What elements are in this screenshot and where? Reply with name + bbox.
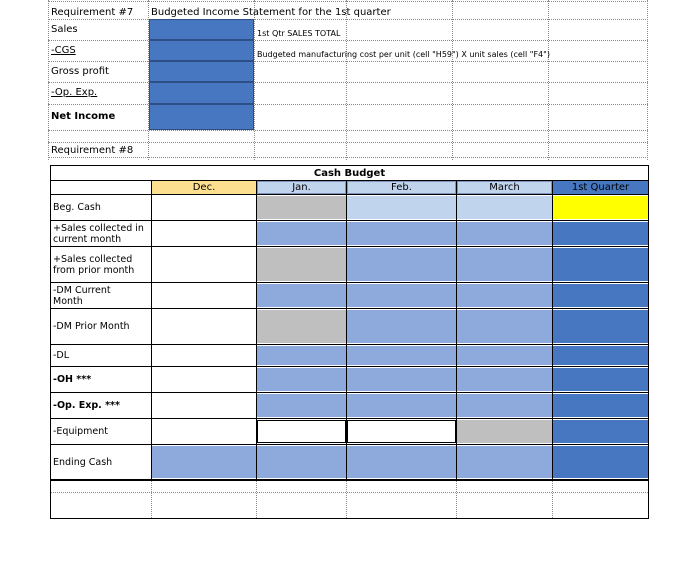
cell-dm-prior-march[interactable]: [457, 310, 552, 343]
row-label-sales-prior: +Sales collected from prior month: [53, 253, 135, 276]
cell-ending-cash-jan[interactable]: [257, 446, 346, 478]
gross-profit-input-cell[interactable]: [149, 61, 254, 82]
cell-ending-cash-quarter[interactable]: [553, 446, 648, 478]
col-divider: [256, 181, 257, 479]
gridline: [48, 1, 648, 2]
gridline: [48, 130, 648, 131]
row-label-net-income: Net Income: [51, 111, 116, 122]
cash-budget-title: Cash Budget: [313, 167, 386, 179]
net-income-input-cell[interactable]: [149, 104, 254, 130]
gridline: [346, 481, 347, 518]
gridline: [452, 0, 453, 160]
cell-oh-jan[interactable]: [257, 368, 346, 391]
gridline: [346, 0, 347, 160]
col-header-dec: Dec.: [152, 181, 256, 194]
sales-input-cell[interactable]: [149, 19, 254, 40]
row-label-dm-current: -DM Current Month: [53, 284, 111, 307]
gridline: [647, 0, 648, 160]
gridline: [48, 142, 648, 143]
cell-op-exp-quarter[interactable]: [553, 394, 648, 417]
gridline: [48, 0, 49, 160]
cell-dm-prior-feb[interactable]: [347, 310, 456, 343]
requirement-7-label: Requirement #7: [51, 7, 134, 18]
income-statement-title: Budgeted Income Statement for the 1st quarter: [151, 7, 391, 18]
gridline: [48, 40, 648, 41]
cell-dm-prior-quarter[interactable]: [553, 310, 648, 343]
cell-sales-current-march[interactable]: [457, 222, 552, 245]
col-header-march: March: [457, 181, 552, 194]
cgs-input-cell[interactable]: [149, 40, 254, 61]
cell-dm-current-jan[interactable]: [257, 284, 346, 307]
cell-sales-prior-march[interactable]: [457, 248, 552, 281]
op-exp-input-cell[interactable]: [149, 82, 254, 104]
gridline: [48, 82, 648, 83]
cell-dm-current-quarter[interactable]: [553, 284, 648, 307]
gridline: [48, 157, 648, 158]
cell-sales-current-quarter[interactable]: [553, 222, 648, 245]
cell-dl-quarter[interactable]: [553, 346, 648, 365]
gridline: [51, 492, 648, 493]
col-divider: [346, 181, 347, 479]
row-label-equipment: -Equipment: [53, 426, 108, 437]
cell-dl-feb[interactable]: [347, 346, 456, 365]
gridline: [48, 61, 648, 62]
cell-sales-prior-jan[interactable]: [257, 248, 346, 281]
cell-dl-march[interactable]: [457, 346, 552, 365]
row-label-gross-profit: Gross profit: [51, 66, 109, 77]
cell-beg-cash-march[interactable]: [457, 196, 552, 219]
row-label-beg-cash: Beg. Cash: [53, 202, 101, 213]
cell-beg-cash-feb[interactable]: [347, 196, 456, 219]
row-label-dm-prior: -DM Prior Month: [53, 321, 130, 332]
gridline: [151, 481, 152, 518]
gridline: [552, 481, 553, 518]
cell-equipment-feb[interactable]: [347, 420, 456, 443]
gridline: [456, 481, 457, 518]
cell-equipment-quarter[interactable]: [553, 420, 648, 443]
cell-sales-current-jan[interactable]: [257, 222, 346, 245]
cell-ending-cash-march[interactable]: [457, 446, 552, 478]
cell-sales-prior-quarter[interactable]: [553, 248, 648, 281]
sales-note: 1st Qtr SALES TOTAL: [257, 29, 341, 38]
gridline: [48, 19, 648, 20]
col-divider: [552, 181, 553, 479]
cell-sales-prior-feb[interactable]: [347, 248, 456, 281]
gridline: [254, 0, 255, 160]
cell-ending-cash-feb[interactable]: [347, 446, 456, 478]
cell-equipment-march[interactable]: [457, 420, 552, 443]
cell-op-exp-march[interactable]: [457, 394, 552, 417]
gridline: [548, 0, 549, 160]
gridline: [256, 481, 257, 518]
cgs-note: Budgeted manufacturing cost per unit (cell "H59") X unit sales (cell "F4"): [257, 50, 550, 59]
cell-dm-prior-jan[interactable]: [257, 310, 346, 343]
cell-beg-cash-quarter[interactable]: [553, 196, 648, 219]
row-label-ending-cash: Ending Cash: [53, 456, 113, 468]
cell-beg-cash-jan[interactable]: [257, 196, 346, 219]
row-label-sales: Sales: [51, 24, 78, 35]
row-label-op-exp-cash: -Op. Exp. ***: [53, 400, 120, 411]
cell-dm-current-march[interactable]: [457, 284, 552, 307]
col-header-1st-quarter: 1st Quarter: [553, 181, 648, 194]
requirement-8-label: Requirement #8: [51, 145, 134, 156]
cell-dl-jan[interactable]: [257, 346, 346, 365]
cell-ending-cash-dec[interactable]: [152, 446, 256, 478]
row-label-oh: -OH ***: [53, 374, 92, 385]
row-label-sales-current: +Sales collected in current month: [53, 222, 144, 245]
cell-op-exp-jan[interactable]: [257, 394, 346, 417]
cell-oh-feb[interactable]: [347, 368, 456, 391]
gridline: [48, 104, 648, 105]
row-label-dl: -DL: [53, 350, 70, 361]
col-divider: [456, 181, 457, 479]
cell-oh-march[interactable]: [457, 368, 552, 391]
cell-op-exp-feb[interactable]: [347, 394, 456, 417]
cell-equipment-jan[interactable]: [257, 420, 346, 443]
row-label-cgs: -CGS: [51, 45, 76, 56]
cell-dm-current-feb[interactable]: [347, 284, 456, 307]
col-header-jan: Jan.: [257, 181, 346, 194]
row-label-op-exp: -Op. Exp.: [51, 87, 98, 98]
col-header-feb: Feb.: [347, 181, 456, 194]
cell-oh-quarter[interactable]: [553, 368, 648, 391]
cell-sales-current-feb[interactable]: [347, 222, 456, 245]
